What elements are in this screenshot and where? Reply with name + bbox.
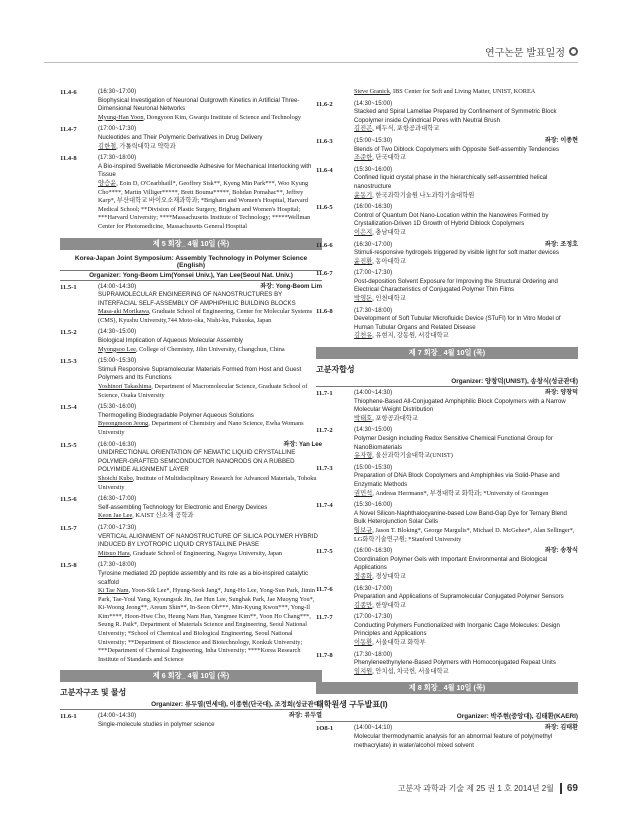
entry-time: (15:30~16:00) <box>354 165 393 173</box>
entry-time-row <box>354 724 578 733</box>
program-entry <box>316 137 578 163</box>
entry-time: (14:30~15:00) <box>354 426 393 434</box>
entry-id: 11.6-2 <box>316 100 333 108</box>
session-organizer: Organizer: 류두열(연세대), 이종현(단국대), 조정희(성균관대) <box>60 698 322 710</box>
entry-time-row <box>354 613 578 622</box>
coauthors-affiliation: , 한국과학기술원 나노과학기술대학원 <box>372 191 475 199</box>
entry-authors <box>98 308 322 325</box>
presenter-name: Byeongmoon Jeong <box>98 420 149 428</box>
entry-time: (15:00~15:30) <box>98 357 137 365</box>
entry-authors <box>354 602 578 611</box>
presenter-name: Shoichi Kubo <box>98 474 133 482</box>
presenter-name: 정종화 <box>354 572 373 580</box>
entry-authors <box>354 452 578 461</box>
session-chair: 좌장: 류두열 <box>288 712 322 720</box>
coauthors-affiliation: , 충남대학교 <box>372 228 406 236</box>
entry-time-row <box>354 100 578 109</box>
entry-title: UNIDIRECTIONAL ORIENTATION OF NEMATIC LIQUID CRYSTALLINE POLYMER-GRAFTED SEMICONDUCTOR NANORODS ON A RUBBED POLYIMIDE ALIGNMENT LAYER <box>98 449 296 474</box>
entry-authors <box>354 332 578 341</box>
entry-authors <box>354 639 578 648</box>
entry-id: 11.7-4 <box>316 502 333 510</box>
left-column <box>60 88 322 733</box>
presenter-name: 김한철 <box>98 142 117 150</box>
entry-body <box>354 547 578 581</box>
entry-title: Development of Soft Tubular Microfluidic Device (STuFI) for In Vitro Model of Human Tubular Organs and Related Disease <box>354 315 561 331</box>
session-chair: 좌장: Yan Lee <box>283 440 322 448</box>
entry-id: 11.6-7 <box>316 270 333 278</box>
session-title: Korea-Japan Joint Symposium: Assembly Technology in Polymer Science (English) <box>60 255 322 271</box>
presenter-name: 김종만 <box>354 601 373 609</box>
entry-id: 11.4-6 <box>60 89 77 96</box>
coauthors-affiliation: , Yoon-Sik Lee*, Hyung-Seok Jang*, Jung-Ho Lee, Yong-Sun Park, Jimin Park, Tae-Youl Yang, Kyoungsuk Jin, Jae Hun Lee, Sunghak Park, Jae Muoyng You*, Ki-Woong Jeong**, Areum Shin**, In-Seon Oh***, Min-Kyung Kwon***, Yong-Il Kim****, Hoon-Hwe Cho, Heung Nam Han, Yangmee Kim**, Yoon Ho Chang***, Seung R. Paik*, Department of Materials Science and Engineering, Seoul National University; *School of Chemical and Biological Engineering, Seoul National University; **Department of Bioscience and Biotechnology, Konkuk University; ***Department of Chemical Engineering, Inha University; ****Korea Research Institute of Standards and Science <box>98 587 316 663</box>
entry-body <box>354 651 578 677</box>
entry-time: (17:30~18:00) <box>354 306 393 314</box>
entry-authors <box>98 346 322 355</box>
page-number: 69 <box>560 783 578 794</box>
program-entry <box>316 389 578 423</box>
entry-id: 11.5-7 <box>60 524 77 532</box>
entry-body <box>98 561 322 664</box>
presenter-name: Keon Jae Lee <box>98 512 133 520</box>
presenter-name: 김천유 <box>354 332 373 340</box>
session-organizer: Organizer: 양창덕(UNIST), 송창식(성균관대) <box>316 375 578 387</box>
header-title: 연구논문 발표일정 <box>484 48 565 59</box>
entry-time-row <box>354 464 578 473</box>
entry-authors <box>98 475 322 492</box>
entry-id: 11.5-2 <box>60 329 77 337</box>
program-entry <box>316 269 578 303</box>
program-entry <box>316 88 578 97</box>
program-entry <box>60 495 322 521</box>
entry-time-row <box>354 307 578 316</box>
entry-body <box>354 203 578 237</box>
entry-time: (17:30~18:00) <box>354 650 393 658</box>
coauthors-affiliation: , IBS Center for Soft and Living Matter, UNIST, KOREA <box>389 88 536 95</box>
presenter-name: Masa-aki Morikawa <box>98 308 149 316</box>
presenter-name: 박태호 <box>354 414 373 422</box>
presenter-name: Yoshinori Takashima <box>98 383 152 391</box>
program-entry <box>60 283 322 326</box>
entry-id: 11.7-8 <box>316 651 333 659</box>
entry-body <box>354 88 578 97</box>
entry-body <box>354 389 578 423</box>
program-entry <box>60 154 322 231</box>
entry-time-row <box>354 547 578 556</box>
entry-authors <box>354 229 578 238</box>
entry-id: 11.5-4 <box>60 404 77 412</box>
entry-title: SUPRAMOLECULAR ENGINEERING OF NANOSTRUCTURES BY INTERFACIAL SELF-ASSEMBLY OF AMPHIPHILIC BUILDING BLOCKS <box>98 291 296 307</box>
page-header <box>485 44 578 59</box>
entry-authors <box>354 154 578 163</box>
entry-body <box>98 154 322 231</box>
header-divider <box>44 62 578 63</box>
session-chair: 좌장: 김태환 <box>544 724 578 732</box>
entry-time-row <box>98 357 322 366</box>
program-entry <box>60 328 322 354</box>
entry-title: A Bio-inspired Swellable Microneedle Adhesive for Mechanical Interlocking with Tissue <box>98 162 312 179</box>
entry-id: 11.5-6 <box>60 496 77 504</box>
entry-time-row <box>98 495 322 504</box>
entry-body <box>98 403 322 437</box>
entry-id: 11.5-1 <box>60 283 77 291</box>
entry-time-row <box>98 441 322 450</box>
entry-title: Preparation of DNA Block Copolymers and Amphiphiles via Solid-Phase and Enzymatic Methods <box>354 472 560 488</box>
entry-title: Preparation and Applications of Supramolecular Conjugated Polymer Sensors <box>354 593 564 601</box>
program-entry <box>60 403 322 437</box>
program-entry <box>316 585 578 611</box>
entry-time-row <box>98 125 322 134</box>
entry-time-row <box>98 561 322 570</box>
entry-authors <box>98 143 322 152</box>
entry-time: (14:00~14:30) <box>98 712 137 720</box>
entry-time-row <box>354 426 578 435</box>
entry-title: Coordination Polymer Gels with Important Environmental and Biological Applications <box>354 555 548 572</box>
session-chair: 좌장: Yong-Beom Lim <box>260 282 322 290</box>
program-entry <box>316 464 578 498</box>
entry-time-row <box>354 166 578 175</box>
entry-body <box>98 283 322 326</box>
entry-time: (16:00~16:30) <box>354 203 393 211</box>
entry-time: (15:30~16:00) <box>354 501 393 509</box>
program-entry <box>316 501 578 544</box>
entry-id: 11.4-7 <box>60 126 77 134</box>
session-room-bar: 제 5 회장_ 4월 10일 (목) <box>60 238 322 250</box>
entry-authors <box>354 527 578 544</box>
entry-time-row <box>98 403 322 412</box>
session-chair: 좌장: 양창덕 <box>544 389 578 397</box>
program-entry <box>60 357 322 400</box>
entry-authors <box>354 125 578 134</box>
entry-authors <box>354 88 578 97</box>
entry-id: 11.7-1 <box>316 390 333 398</box>
program-entry <box>316 307 578 341</box>
entry-id: 11.6-8 <box>316 307 333 315</box>
entry-time: (14:00~14:10) <box>354 724 393 732</box>
session-organizer: Organizer: Yong-Beom Lim(Yonsei Univ.), Yan Lee(Seoul Nat. Univ.) <box>60 271 322 281</box>
entry-title: Stimuli Responsive Supramolecular Materials Formed from Host and Guest Polymers and Its Functions <box>98 365 302 382</box>
entry-body <box>354 166 578 200</box>
coauthors-affiliation: , 포항공과대학교 <box>372 414 418 422</box>
entry-title: Phenyleneethynylene-Based Polymers with Homoconjugated Repeat Units <box>354 659 556 667</box>
session-room-bar: 제 7 회장_ 4월 10일 (목) <box>316 347 578 359</box>
entry-title: Conducting Polymers Functionalized with Inorganic Cage Molecules: Design Principles and Applications <box>354 621 560 638</box>
entry-title: Biological Implication of Aqueous Molecular Assembly <box>98 337 243 345</box>
presenter-name: 유자형 <box>354 452 373 460</box>
entry-body <box>98 495 322 521</box>
entry-title: Stimuli-responsive hydrogels triggered by visible light for soft matter devices <box>354 249 559 257</box>
presenter-name: 양승윤 <box>98 179 117 187</box>
coauthors-affiliation: , 유현지, 강동원, 서강대학교 <box>372 332 449 340</box>
presenter-name: 박영돈 <box>354 295 373 303</box>
presenter-name: 임지원 <box>354 667 373 675</box>
entry-title: Control of Quantum Dot Nano-Location within the Nanowires Formed by Crystallization-Driven 1D Growth of Hybrid Diblock Copolymers <box>354 211 549 228</box>
coauthors-affiliation: , Department of Chemistry and Nano Science, Ewha Womans University <box>98 420 304 436</box>
entry-time-row <box>354 501 578 510</box>
entry-time: (17:00~17:30) <box>354 613 393 621</box>
entry-authors <box>98 114 322 123</box>
presenter-name: Steve Granick <box>354 88 390 95</box>
entry-body <box>354 613 578 647</box>
entry-title: Confined liquid crystal phase in the hierarchically self-assembled helical nanostructure <box>354 174 548 190</box>
session-chair: 좌장: 이종현 <box>544 136 578 144</box>
entry-title: Single-molecule studies in polymer science <box>98 721 215 729</box>
coauthors-affiliation: , Department of Macromolecular Science, Graduate School of Science, Osaka University <box>98 383 308 399</box>
entry-authors <box>354 490 578 499</box>
entry-time: (16:30~17:00) <box>98 495 137 503</box>
journal-info: 고분자 과학과 기술 제 25 권 1 호 2014년 2월 <box>397 784 554 793</box>
entry-time-row <box>98 712 322 721</box>
entry-authors <box>354 415 578 424</box>
program-entry <box>60 524 322 558</box>
entry-time-row <box>98 154 322 163</box>
entry-id: 1O8-1 <box>316 725 334 733</box>
program-entry <box>316 100 578 134</box>
entry-time-row <box>98 283 322 292</box>
presenter-name: Myung-Han Yoon <box>98 113 144 121</box>
presenter-name: Myongsoo Lee <box>98 345 136 353</box>
entry-body <box>98 328 322 354</box>
coauthors-affiliation: , 울산과학기술대학교(UNIST) <box>372 452 453 460</box>
entry-body <box>354 137 578 163</box>
entry-authors <box>98 550 322 559</box>
entry-body <box>98 712 322 729</box>
entry-body <box>354 269 578 303</box>
coauthors-affiliation: , Andreas Herrmann*, 부경대학교 화학과; *University of Groningen <box>372 489 549 497</box>
entry-body <box>354 724 578 750</box>
presenter-name: Ki Tae Nam <box>98 587 129 595</box>
coauthors-affiliation: , 배두식, 포항공과대학교 <box>372 125 440 133</box>
entry-body <box>354 307 578 341</box>
entry-time-row <box>354 269 578 278</box>
entry-time: (16:00~16:30) <box>354 547 393 555</box>
entry-title: Tyrosine mediated 2D peptide assembly and its role as a bio-inspired catalytic scaffold <box>98 569 309 586</box>
entry-id: 11.4-8 <box>60 155 77 163</box>
presenter-name: 윤동기 <box>354 191 373 199</box>
session-name: 대학원생 구두발표(I) <box>316 700 388 710</box>
entry-body <box>354 100 578 134</box>
right-column <box>316 88 578 753</box>
coauthors-affiliation: , 단국대학교 <box>372 154 406 162</box>
entry-time: (15:00~15:30) <box>354 136 393 144</box>
entry-time-row <box>98 524 322 533</box>
session-room-bar: 제 6 회장_ 4월 10일 (목) <box>60 670 322 682</box>
entry-authors <box>354 192 578 201</box>
entry-time: (14:30~15:00) <box>354 99 393 107</box>
entry-time-row <box>354 241 578 250</box>
entry-authors <box>98 420 322 437</box>
entry-time: (17:00~17:30) <box>354 269 393 277</box>
session-organizer: Organizer: 박주현(중앙대), 김태환(KAERI) <box>316 710 578 722</box>
entry-title: Thermogelling Biodegradable Polymer Aqueous Solutions <box>98 411 254 419</box>
entry-id: 11.5-8 <box>60 562 77 570</box>
entry-title: VERTICAL ALIGNMENT OF NANOSTRUCTURE OF SILICA POLYMER HYBRID INDUCED BY LYOTROPIC LIQUID CRYSTALLINE PHASE <box>98 532 318 549</box>
program-entry <box>60 88 322 122</box>
coauthors-affiliation: , 서울대학교 화학부 <box>372 639 426 647</box>
entry-id: 11.6-1 <box>60 713 77 721</box>
entry-body <box>354 501 578 544</box>
entry-body <box>354 426 578 460</box>
coauthors-affiliation: , 경상대학교 <box>372 572 406 580</box>
entry-time: (15:30~16:00) <box>98 403 137 411</box>
program-entry <box>316 203 578 237</box>
page-footer <box>398 783 578 794</box>
entry-time: (17:30~18:00) <box>98 561 137 569</box>
entry-title: Molecular thermodynamic analysis for an abnormal feature of poly(methyl methacrylate) in water/alcohol mixed solvent <box>354 733 553 749</box>
program-entry <box>316 651 578 677</box>
entry-time: (16:30~17:00) <box>354 240 393 248</box>
coauthors-affiliation: , 안치섭, 차국헌, 서울대학교 <box>372 667 449 675</box>
entry-authors <box>98 180 322 232</box>
entry-authors <box>354 668 578 677</box>
entry-id: 11.7-2 <box>316 427 333 435</box>
session-name: 고분자합성 <box>316 365 355 375</box>
entry-id: 11.6-5 <box>316 204 333 212</box>
entry-time-row <box>98 88 322 97</box>
entry-title: Blends of Two Diblock Copolymers with Opposite Self-assembly Tendencies <box>354 145 560 153</box>
entry-title: Polymer Design including Redox Sensitive Chemical Functional Group for NanoBiomaterials <box>354 435 553 451</box>
entry-authors <box>354 258 578 267</box>
entry-time: (14:00~14:30) <box>354 389 393 397</box>
entry-time-row <box>354 585 578 594</box>
entry-id: 11.5-3 <box>60 358 77 366</box>
entry-time: (16:30~17:00) <box>98 88 137 95</box>
presenter-name: 임보규 <box>354 526 373 534</box>
session-chair: 좌장: 조정호 <box>544 240 578 248</box>
coauthors-affiliation: , Jason T. Bloking*, George Margulis*, Michael D. McGehee*, Alan Sellinger*, LG화학기술연구원; *Stanford University <box>354 526 575 543</box>
entry-title: Thiophene-Based All-Conjugated Amphiphilic Block Copolymers with a Narrow Molecular Weight Distribution <box>354 397 566 414</box>
program-entry <box>316 241 578 267</box>
entry-time: (17:30~18:00) <box>98 154 137 162</box>
entry-id: 11.6-6 <box>316 241 333 249</box>
program-entry <box>316 166 578 200</box>
entry-title: Post-deposition Solvent Exposure for Improving the Structural Ordering and Electrical Characteristics of Conjugated Polymer Thin Films <box>354 277 558 294</box>
entry-time-row <box>354 651 578 660</box>
coauthors-affiliation: , 한양대학교 <box>372 601 406 609</box>
entry-id: 11.7-7 <box>316 614 333 622</box>
entry-id: 11.7-6 <box>316 585 333 593</box>
coauthors-affiliation: , Institute of Multidisciplinary Research for Advanced Materials, Tohoku University <box>98 474 317 491</box>
entry-body <box>98 357 322 400</box>
coauthors-affiliation: , Graduate School of Engineering, Nagoya University, Japan <box>129 549 283 557</box>
entry-body <box>354 464 578 498</box>
coauthors-affiliation: , Dongyoon Kim, Gwanju Institute of Science and Technology <box>143 113 302 121</box>
entry-body <box>98 125 322 151</box>
presenter-name: 권민석 <box>354 489 373 497</box>
presenter-name: 조준한 <box>354 154 373 162</box>
entry-authors <box>354 295 578 304</box>
entry-time-row <box>354 203 578 212</box>
presenter-name: 김진곤 <box>354 125 373 133</box>
entry-authors <box>354 573 578 582</box>
coauthors-affiliation: , 인천대학교 <box>372 295 406 303</box>
entry-id: 11.6-4 <box>316 166 333 174</box>
program-entry <box>316 426 578 460</box>
session-name: 고분자구조 및 물성 <box>60 688 127 698</box>
entry-title: Biophysical Investigation of Neuronal Outgrowth Kinetics in Artificial Three-Dimensional Neuronal Networks <box>98 96 300 113</box>
coauthors-affiliation: , 동아대학교 <box>372 257 406 265</box>
entry-time-row <box>354 389 578 398</box>
entry-id: 11.7-5 <box>316 548 333 556</box>
entry-id: 11.6-3 <box>316 137 333 145</box>
entry-body <box>354 585 578 611</box>
presenter-name: 이은지 <box>354 228 373 236</box>
entry-time: (17:00~17:30) <box>98 125 137 133</box>
entry-id <box>316 88 354 97</box>
entry-time: (15:00~15:30) <box>354 463 393 471</box>
program-entry <box>60 712 322 729</box>
program-entry <box>60 561 322 664</box>
entry-time: (16:00~16:30) <box>98 440 137 448</box>
coauthors-affiliation: , Graduate School of Engineering, Center for Molecular Systems (CMS), Kyushu University,744 Moto-oka, Nishi-ku, Fukuoka, Japan <box>98 308 313 324</box>
entry-time: (16:30~17:00) <box>354 584 393 592</box>
coauthors-affiliation: , KAIST 신소재 공학과 <box>132 512 194 520</box>
coauthors-affiliation: , College of Chemistry, Jilin University, Changchun, China <box>135 345 285 353</box>
entry-body <box>354 241 578 267</box>
entry-authors <box>98 383 322 400</box>
program-entry <box>60 441 322 493</box>
entry-authors <box>98 587 322 664</box>
entry-id: 11.5-5 <box>60 441 77 449</box>
entry-body <box>98 524 322 558</box>
entry-body <box>98 88 322 122</box>
program-entry <box>316 724 578 750</box>
entry-authors <box>98 512 322 521</box>
session-chair: 좌장: 송창식 <box>544 547 578 555</box>
presenter-name: 윤진환 <box>354 257 373 265</box>
entry-time-row <box>354 137 578 146</box>
circle-bullet-icon <box>569 47 578 56</box>
entry-title: A Novel Silicon-Naphthalocyanine-based Low Band-Gap Dye for Ternary Blend Bulk Heterojunction Solar Cells <box>354 509 567 526</box>
presenter-name: Mitsuo Hara <box>98 549 130 557</box>
entry-title: Self-assembling Technology for Electronic and Energy Devices <box>98 503 268 511</box>
session-room-bar: 제 8 회장_ 4월 10일 (목) <box>316 682 578 694</box>
program-entry <box>316 547 578 581</box>
entry-title: Nucleotides and Their Polymeric Derivatives in Drug Delivery <box>98 133 263 141</box>
entry-time-row <box>98 328 322 337</box>
entry-time: (14:30~15:00) <box>98 328 137 336</box>
entry-id: 11.7-3 <box>316 464 333 472</box>
entry-title: Stacked and Spiral Lamellae Prepared by Confinement of Symmetric Block Copolymer inside Cylindrical Pores with Neutral Brush <box>354 108 557 124</box>
program-entry <box>60 125 322 151</box>
entry-body <box>98 441 322 493</box>
entry-time: (14:00~14:30) <box>98 282 137 290</box>
entry-time: (17:00~17:30) <box>98 523 137 531</box>
program-entry <box>316 613 578 647</box>
presenter-name: 이동환 <box>354 639 373 647</box>
coauthors-affiliation: , Eoin D, O'Cearbhaill*, Geoffrey Sisk**, Kyeng Min Park***, Woo Kyung Cho****, Martin Villiger*****, Brett Bouma*****, Bohdan Pomahac**, Jeffrey Karp*, 부산대학교 바이오소재과학과; *Brigham and Women's Hospital, Harvard Medical School; **Division of Plastic Surgery, Brigham and Women's Hospital; ***Harvard University; ****Massachusetts Institute of Technology; *****Wellman Center for Photomedicine, Massachusetts General Hospital <box>98 179 311 230</box>
coauthors-affiliation: , 가톨릭대학교 약학과 <box>116 142 176 150</box>
